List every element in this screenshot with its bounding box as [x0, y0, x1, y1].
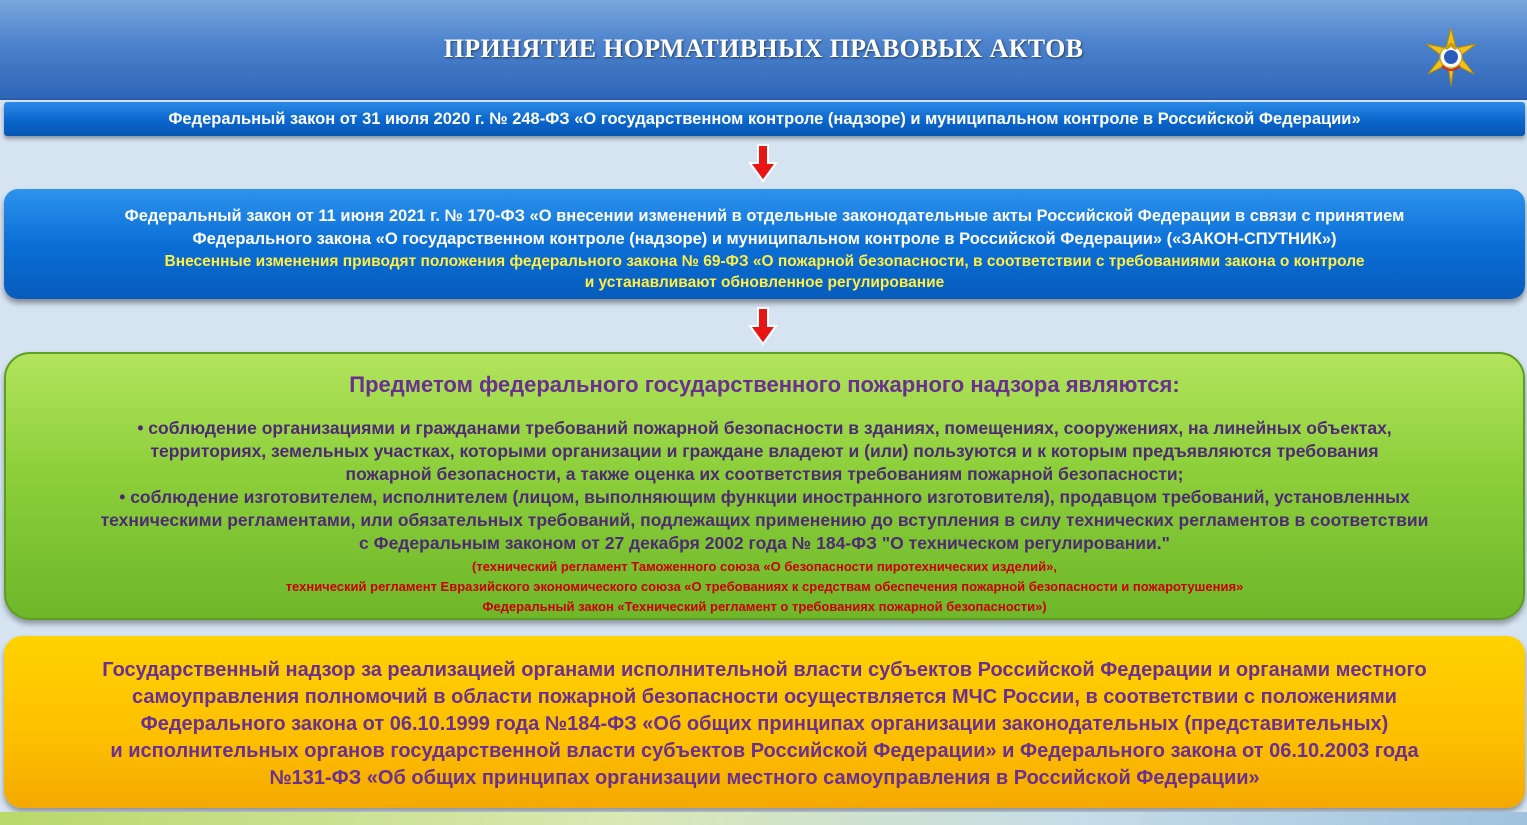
- state-supervision-text: [14, 657, 1515, 792]
- down-arrow-icon: [748, 306, 778, 346]
- law-170-note: [14, 251, 1515, 293]
- law-170-note-line: и устанавливают обновленное регулирование: [584, 274, 945, 291]
- regulation-line: (технический регламент Таможенного союза «О безопасности пиротехнических изделий»,: [472, 559, 1057, 574]
- footer-decor-strip: [0, 812, 1527, 825]
- header-banner: [0, 0, 1527, 100]
- regulation-line: технический регламент Евразийского экономического союза «О требованиях к средствам обеспечения пожарной безопасности и пожаротушения»: [285, 579, 1244, 594]
- fire-supervision-subject-box: [4, 352, 1525, 620]
- list-item: [26, 486, 1503, 555]
- mchs-emblem-icon: [1418, 26, 1484, 88]
- list-item-line: • соблюдение организациями и гражданами требований пожарной безопасности в зданиях, помещениях, сооружениях, на линейных объектах,: [137, 418, 1392, 438]
- text-line: самоуправления полномочий в области пожарной безопасности осуществляется МЧС России, в соответствии с положениями: [132, 686, 1397, 708]
- list-item-line: техническими регламентами, или обязательных требований, подлежащих применению до вступления в силу технических регламентов в соответствии: [100, 510, 1429, 530]
- text-line: Федерального закона от 06.10.1999 года №184-ФЗ «Об общих принципах организации законодательных (представительных): [140, 713, 1389, 735]
- list-item-line: • соблюдение изготовителем, исполнителем (лицом, выполняющим функции иностранного изготовителя), продавцом требований, установленных: [119, 487, 1410, 507]
- text-line: Государственный надзор за реализацией органами исполнительной власти субъектов Российской Федерации и органами местного: [102, 659, 1427, 681]
- law-170-line: Федеральный закон от 11 июня 2021 г. № 170-ФЗ «О внесении изменений в отдельные законодательные акты Российской Федерации в связи с принятием: [124, 207, 1405, 225]
- federal-law-248-bar: Федеральный закон от 31 июля 2020 г. № 248-ФЗ «О государственном контроле (надзоре) и муниципальном контроле в Российской Федерации»: [4, 102, 1525, 136]
- law-170-note-line: Внесенные изменения приводят положения федерального закона № 69-ФЗ «О пожарной безопасности, в соответствии с требованиями закона о контроле: [164, 253, 1365, 270]
- list-item-line: с Федеральным законом от 27 декабря 2002 года № 184-ФЗ "О техническом регулировании.": [359, 533, 1170, 553]
- page-title: ПРИНЯТИЕ НОРМАТИВНЫХ ПРАВОВЫХ АКТОВ: [443, 34, 1084, 63]
- state-supervision-box: [4, 636, 1525, 808]
- law-170-line: Федерального закона «О государственном контроле (надзоре) и муниципальном контроле в Российской Федерации» («ЗАКОН-СПУТНИК»): [192, 230, 1337, 248]
- section-heading: Предметом федерального государственного пожарного надзора являются:: [349, 372, 1180, 397]
- law-170-text: [14, 205, 1515, 251]
- technical-regulations-note: [26, 557, 1503, 617]
- text-line: №131-ФЗ «Об общих принципах организации местного самоуправления в Российской Федерации»: [269, 767, 1260, 789]
- text-line: и исполнительных органов государственной власти субъектов Российской Федерации» и Федерального закона от 06.10.2003 года: [110, 740, 1419, 762]
- list-item: [26, 417, 1503, 486]
- list-item-line: пожарной безопасности, а также оценка их соответствия требованиям пожарной безопасности;: [345, 464, 1184, 484]
- list-item-line: территориях, земельных участках, которыми организации и граждане владеют и (или) пользуются и к которым предъявляются требования: [150, 441, 1379, 461]
- supervision-items-list: [26, 417, 1503, 555]
- regulation-line: Федеральный закон «Технический регламент о требованиях пожарной безопасности»): [482, 599, 1047, 614]
- federal-law-170-box: [4, 189, 1525, 299]
- down-arrow-icon: [748, 143, 778, 183]
